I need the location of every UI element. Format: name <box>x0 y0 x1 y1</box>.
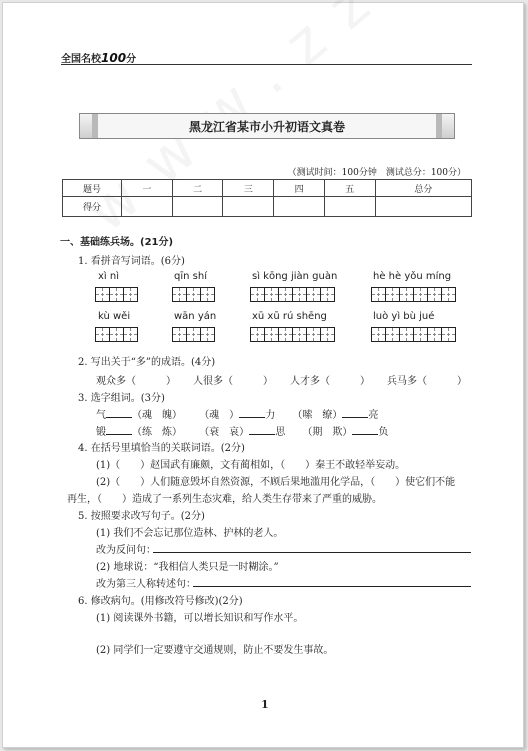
q3-row: 气 （魂 魄） （魂 ） 力 （嗦 缭） 亮 <box>96 410 379 421</box>
pinyin-label: sì kōng jiàn guàn <box>252 271 338 282</box>
q2-item: 人很多（ ） <box>193 376 273 387</box>
page-number: 1 <box>261 698 269 711</box>
pinyin-label: luò yì bù jué <box>373 311 435 322</box>
score-header-cell: 题号 <box>63 180 122 197</box>
q5-requirement: 改为第三人称转述句： <box>96 579 196 590</box>
pinyin-label: wān yán <box>174 311 217 322</box>
brand-suffix: 分 <box>126 54 137 65</box>
score-row-label: 得分 <box>63 197 122 217</box>
q6-title: 6. 修改病句。(用修改符号修改)(2分) <box>78 596 243 607</box>
score-header-cell: 四 <box>274 180 325 197</box>
q4-sentence: (1)（ ）赵国武有廉颇，文有蔺相如，（ ）秦王不敢轻举妄动。 <box>96 460 406 471</box>
score-input-cell[interactable] <box>375 197 471 217</box>
pinyin-label: qīn shí <box>174 271 207 282</box>
q4-sentence-cont: 再生，（ ）造成了一系列生态灾难，给人类生存带来了严重的威胁。 <box>67 494 382 505</box>
q2-title: 2. 写出关于“多”的成语。(4分) <box>78 357 216 368</box>
score-header-cell: 三 <box>223 180 274 197</box>
q3-row: 锻 （练 炼） （衰 哀） 思 （期 欺） 负 <box>96 427 389 438</box>
q6-sentence: (1) 阅读课外书籍，可以增长知识和写作水平。 <box>96 613 304 624</box>
section-1-title: 一、基础练兵场。(21分) <box>60 237 174 248</box>
score-header-cell: 五 <box>324 180 375 197</box>
score-input-cell[interactable] <box>223 197 274 217</box>
score-table-score-row <box>63 197 472 217</box>
q5-requirement: 改为反问句： <box>96 545 156 556</box>
answer-line[interactable] <box>193 586 471 587</box>
pinyin-label: xū xū rú shēng <box>252 311 327 322</box>
pinyin-label: kù wěi <box>98 311 131 322</box>
brand-name: 全国名校 <box>61 54 101 65</box>
score-table <box>62 179 472 217</box>
score-input-cell[interactable] <box>274 197 325 217</box>
score-table-header-row <box>63 180 472 197</box>
q4-sentence: (2)（ ）人们随意毁坏自然资源，不顾后果地滥用化学品，（ ）使它们不能 <box>96 477 456 488</box>
brand-header <box>61 50 136 65</box>
q2-item: 人才多（ ） <box>290 376 370 387</box>
exam-page <box>2 2 524 748</box>
q5-title: 5. 按照要求改写句子。(2分) <box>78 511 205 522</box>
q4-title: 4. 在括号里填恰当的关联词语。(2分) <box>78 443 245 454</box>
pinyin-label: xì nì <box>98 271 119 282</box>
q5-sentence: (2) 地球说：“我相信人类只是一时糊涂。” <box>96 562 279 573</box>
q1-title: 1. 看拼音写词语。(6分) <box>78 256 185 267</box>
q3-title: 3. 选字组词。(3分) <box>78 393 165 404</box>
answer-line[interactable] <box>153 552 471 553</box>
score-header-cell: 总分 <box>375 180 471 197</box>
exam-title: 黑龙江省某市小升初语文真卷 <box>92 114 442 138</box>
score-input-cell[interactable] <box>172 197 223 217</box>
q2-item: 观众多（ ） <box>96 376 176 387</box>
score-header-cell: 二 <box>172 180 223 197</box>
score-input-cell[interactable] <box>324 197 375 217</box>
title-banner <box>79 113 455 139</box>
q6-sentence: (2) 同学们一定要遵守交通规则，防止不要发生事故。 <box>96 645 334 656</box>
score-header-cell: 一 <box>122 180 173 197</box>
header-rule <box>61 64 472 65</box>
q2-item: 兵马多（ ） <box>387 376 467 387</box>
score-input-cell[interactable] <box>122 197 173 217</box>
pinyin-label: hè hè yǒu míng <box>373 271 452 282</box>
brand-number: 100 <box>101 51 127 65</box>
q5-sentence: (1) 我们不会忘记那位造林、护林的老人。 <box>96 528 284 539</box>
exam-meta: （测试时间：100分钟 测试总分：100分） <box>287 168 466 178</box>
